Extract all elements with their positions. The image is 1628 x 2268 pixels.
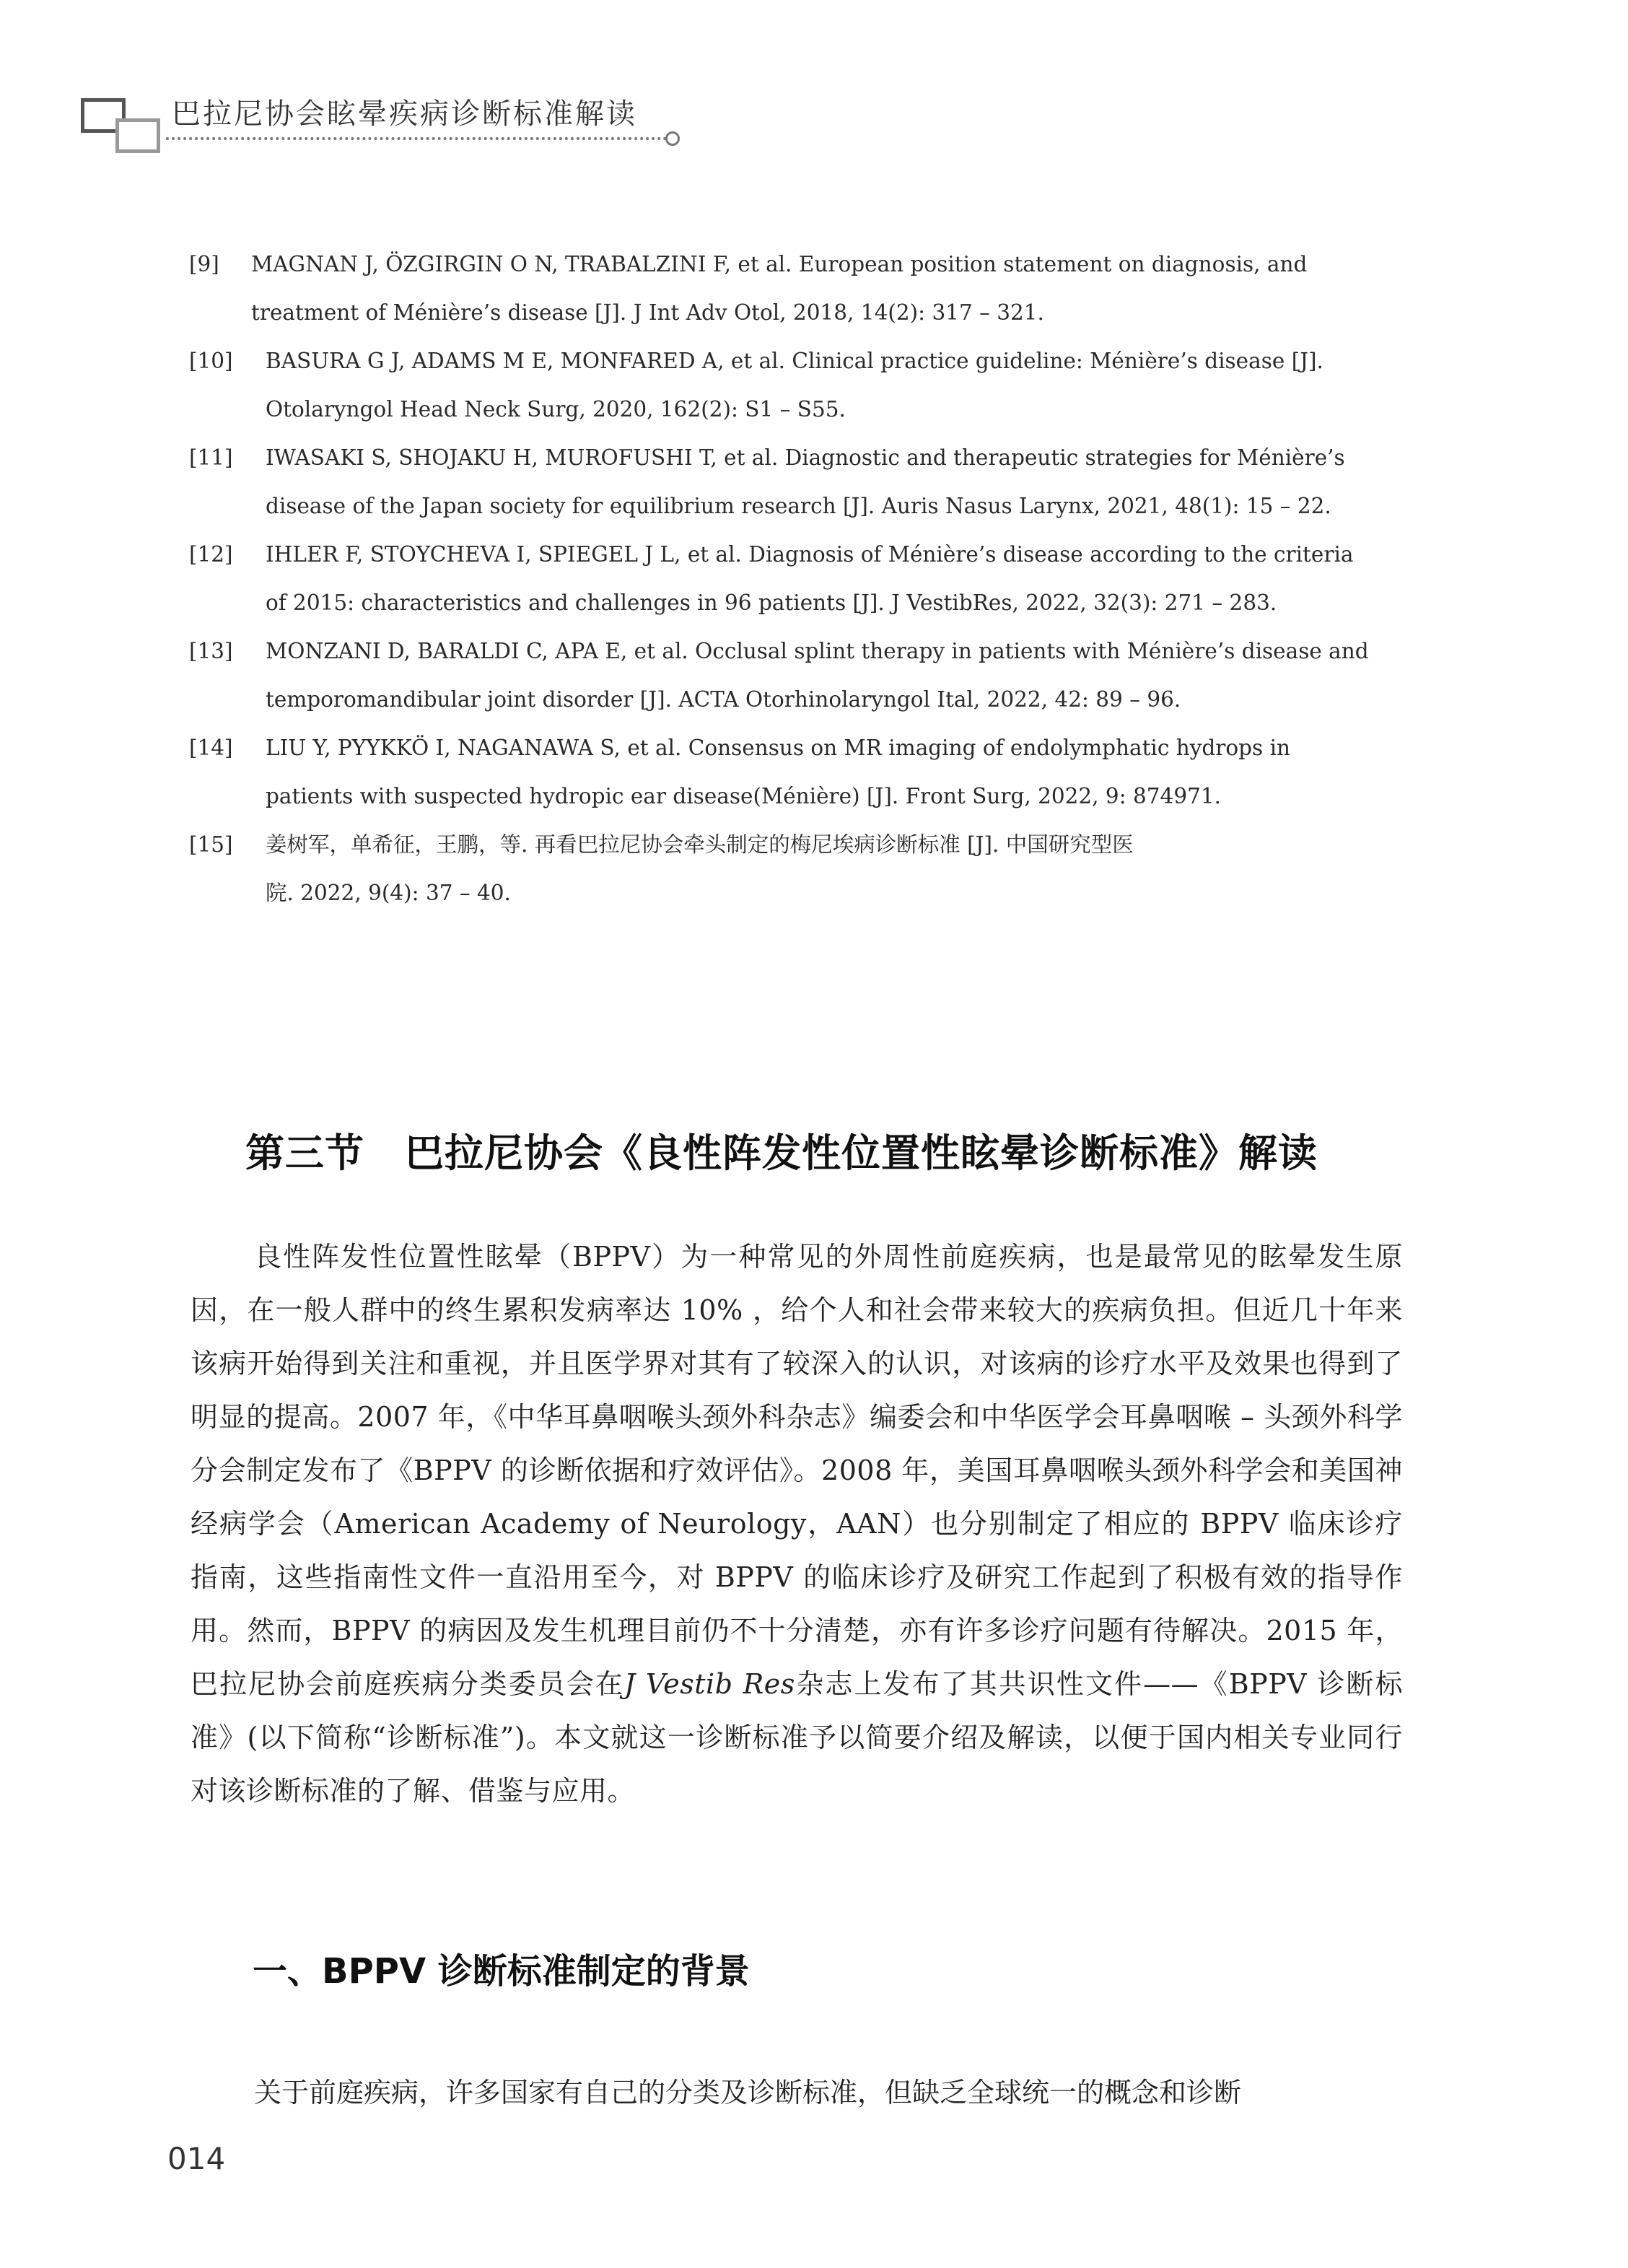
- running-header: [81, 88, 680, 153]
- reference-item: [191, 724, 1403, 821]
- header-rule-end-circle: [665, 131, 680, 146]
- reference-line: IWASAKI S, SHOJAKU H, MUROFUSHI T, et al. Diagnostic and therapeutic strategies for Ménière’s: [266, 445, 1345, 470]
- subsection-heading: 一、BPPV 诊断标准制定的背景: [253, 1951, 750, 1992]
- section-heading: [245, 1122, 1318, 1178]
- reference-line: IHLER F, STOYCHEVA I, SPIEGEL J L, et al. Diagnosis of Ménière’s disease according to the criteria: [266, 542, 1354, 567]
- reference-line: patients with suspected hydropic ear disease(Ménière) [J]. Front Surg, 2022, 9: 874971.: [266, 784, 1221, 808]
- reference-item: [191, 434, 1403, 531]
- section-number: 第三节: [245, 1130, 364, 1176]
- journal-name: J Vestib Res: [623, 1668, 795, 1700]
- reference-item: [191, 531, 1403, 627]
- reference-line: 姜树军，单希征，王鹏，等. 再看巴拉尼协会牵头制定的梅尼埃病诊断标准 [J]. 中国研究型医: [266, 832, 1134, 857]
- reference-line: MAGNAN J, ÖZGIRGIN O N, TRABALZINI F, et al. European position statement on diagnosis, and: [251, 252, 1308, 276]
- reference-number: [14]: [189, 736, 233, 760]
- reference-number: [12]: [189, 542, 233, 567]
- reference-line: of 2015: characteristics and challenges in 96 patients [J]. J VestibRes, 2022, 32(3): 271 – 283.: [266, 590, 1277, 615]
- reference-line: 院. 2022, 9(4): 37 – 40.: [266, 881, 511, 905]
- header-dotted-rule: [166, 137, 667, 140]
- header-ornament-offset: [115, 118, 160, 153]
- reference-number: [10]: [189, 349, 233, 373]
- reference-list: [191, 240, 1403, 917]
- section-title: 巴拉尼协会《良性阵发性位置性眩晕诊断标准》解读: [405, 1130, 1318, 1176]
- reference-line: LIU Y, PYYKKÖ I, NAGANAWA S, et al. Consensus on MR imaging of endolymphatic hydrops in: [266, 736, 1291, 760]
- reference-number: [11]: [189, 445, 233, 470]
- reference-item: [191, 337, 1403, 434]
- reference-line: temporomandibular joint disorder [J]. ACTA Otorhinolaryngol Ital, 2022, 42: 89 – 96.: [266, 687, 1181, 712]
- body-paragraph-continued: 关于前庭疾病，许多国家有自己的分类及诊断标准，但缺乏全球统一的概念和诊断: [254, 2077, 1242, 2108]
- body-paragraph: [191, 1230, 1403, 1818]
- reference-number: [9]: [189, 252, 219, 276]
- reference-line: BASURA G J, ADAMS M E, MONFARED A, et al. Clinical practice guideline: Ménière’s disease [J].: [266, 349, 1323, 373]
- reference-line: treatment of Ménière’s disease [J]. J Int Adv Otol, 2018, 14(2): 317 – 321.: [251, 300, 1044, 325]
- running-header-title: 巴拉尼协会眩晕疾病诊断标准解读: [172, 97, 637, 131]
- reference-line: Otolaryngol Head Neck Surg, 2020, 162(2): S1 – S55.: [266, 397, 846, 422]
- reference-line: MONZANI D, BARALDI C, APA E, et al. Occlusal splint therapy in patients with Ménière’s disease and: [266, 639, 1369, 663]
- reference-number: [13]: [189, 639, 233, 663]
- reference-line: disease of the Japan society for equilibrium research [J]. Auris Nasus Larynx, 2021, 48(1): 15 – 22.: [266, 494, 1331, 518]
- reference-item: [191, 627, 1403, 724]
- paragraph-text-continued: 杂志上发布了其共识性文件——《BPPV 诊断标准》(以下简称“诊断标准”)。本文就这一诊断标准予以简要介绍及解读，以便于国内相关专业同行对该诊断标准的了解、借鉴与应用。: [191, 1668, 1403, 1807]
- reference-number: [15]: [189, 832, 233, 857]
- reference-item: [191, 821, 1403, 917]
- reference-item: [191, 240, 1403, 337]
- page-number: 014: [167, 2141, 226, 2176]
- paragraph-text: 良性阵发性位置性眩晕（BPPV）为一种常见的外周性前庭疾病，也是最常见的眩晕发生原因，在一般人群中的终生累积发病率达 10% ，给个人和社会带来较大的疾病负担。但近几十年来该病开始得到关注和重视，并且医学界对其有了较深入的认识，对该病的诊疗水平及效果也得到了明显的提高。2007 年，《中华耳鼻咽喉头颈外科杂志》编委会和中华医学会耳鼻咽喉 – 头颈外科学分会制定发布了《BPPV 的诊断依据和疗效评估》。2008 年，美国耳鼻咽喉头颈外科学会和美国神经病学会（American Academy of Neurology，AAN）也分别制定了相应的 BPPV 临床诊疗指南，这些指南性文件一直沿用至今，对 BPPV 的临床诊疗及研究工作起到了积极有效的指导作用。然而，BPPV 的病因及发生机理目前仍不十分清楚，亦有许多诊疗问题有待解决。2015 年，巴拉尼协会前庭疾病分类委员会在: [191, 1241, 1403, 1700]
